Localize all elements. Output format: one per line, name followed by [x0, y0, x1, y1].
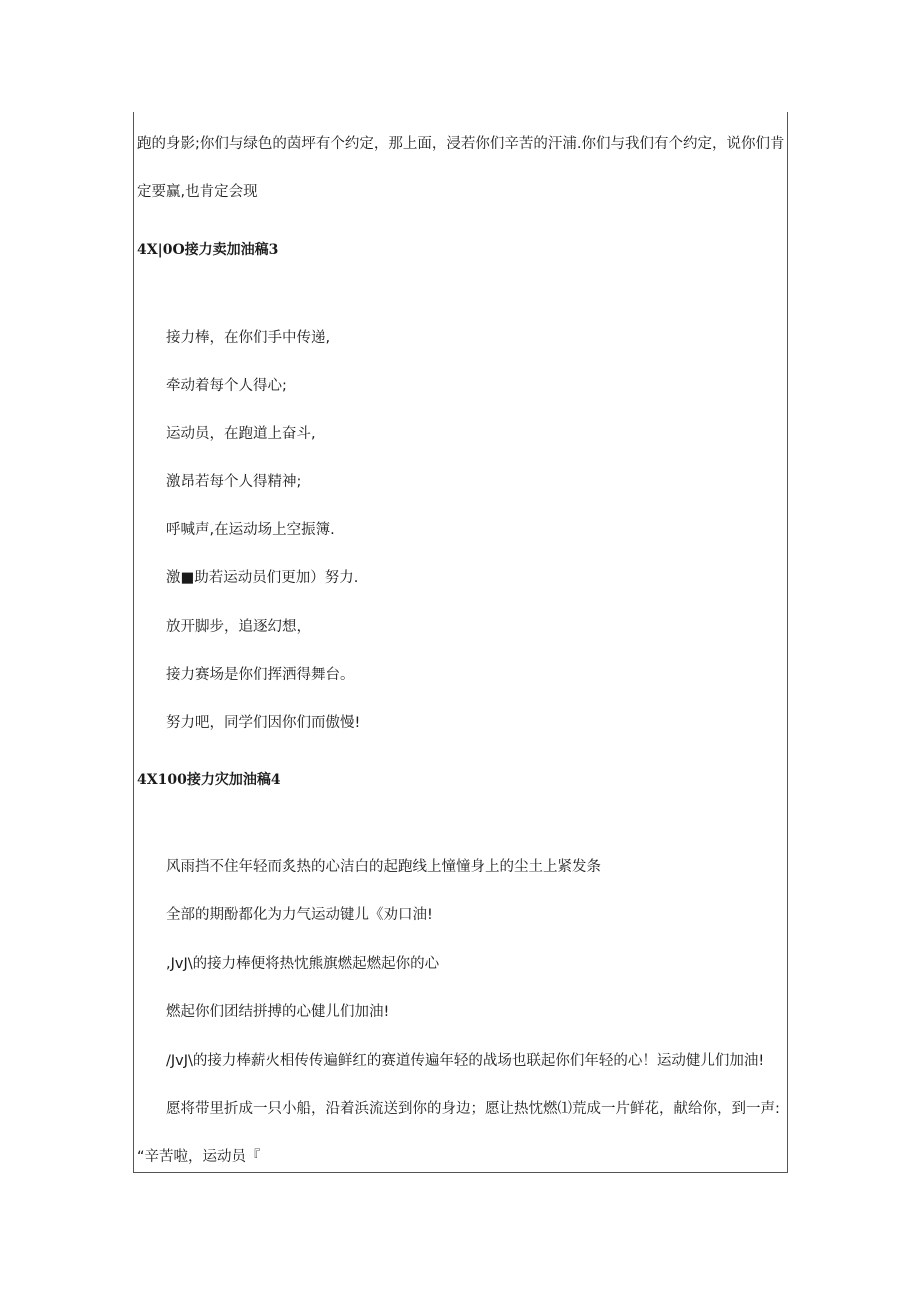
poem-line: 激■助若运动员们更加）努力. — [166, 570, 359, 586]
paragraph-line: 风雨挡不住年轻而炙热的心洁白的起跑线上憧憧身上的尘土上紧发条 — [166, 859, 601, 875]
paragraph-line: 燃起你们团结拼搏的心健儿们加油! — [166, 1004, 390, 1020]
paragraph-line: 全部的期酚都化为力气运动键儿《劝口油! — [166, 907, 433, 923]
poem-line: 激昂若每个人得精神; — [166, 474, 302, 490]
paragraph-line: /JvJ\的接力棒薪火相传传遍鲜红的赛道传遍年轻的战场也联起你们年轻的心！运动健儿们加油! — [166, 1053, 765, 1069]
poem-line: 接力棒，在你们手中传递, — [166, 330, 331, 346]
section-3-heading: 4X|0O接力卖加油稿3 — [137, 242, 279, 258]
poem-line: 努力吧，同学们因你们而傲慢! — [166, 715, 361, 731]
paragraph-line: 愿将带里折成一只小船，沿着浜流送到你的身边；愿让热忱燃⑴荒成一片鲜花，献给你，到一声: — [166, 1101, 780, 1117]
paragraph-line: “辛苦啦，运动员『 — [137, 1149, 261, 1165]
intro-line-2: 定要赢,也肯定会现 — [137, 184, 258, 200]
poem-line: 放开脚步，追逐幻想， — [166, 619, 311, 635]
intro-line-1: 跑的身影;你们与绿色的茵坪有个约定，那上面，浸若你们辛苦的汗浦.你们与我们有个约定，说你们肯 — [137, 136, 785, 152]
paragraph-line: ,JvJ\的接力棒便将热忱熊旗燃起燃起你的心 — [166, 956, 440, 972]
poem-line: 运动员，在跑道上奋斗, — [166, 426, 316, 442]
section-4-heading: 4X100接力灾加油稿4 — [137, 772, 281, 788]
poem-line: 呼喊声,在运动场上空振簿. — [166, 522, 335, 538]
poem-line: 牵动着每个人得心; — [166, 378, 287, 394]
poem-line: 接力赛场是你们挥洒得舞台。 — [166, 667, 355, 683]
